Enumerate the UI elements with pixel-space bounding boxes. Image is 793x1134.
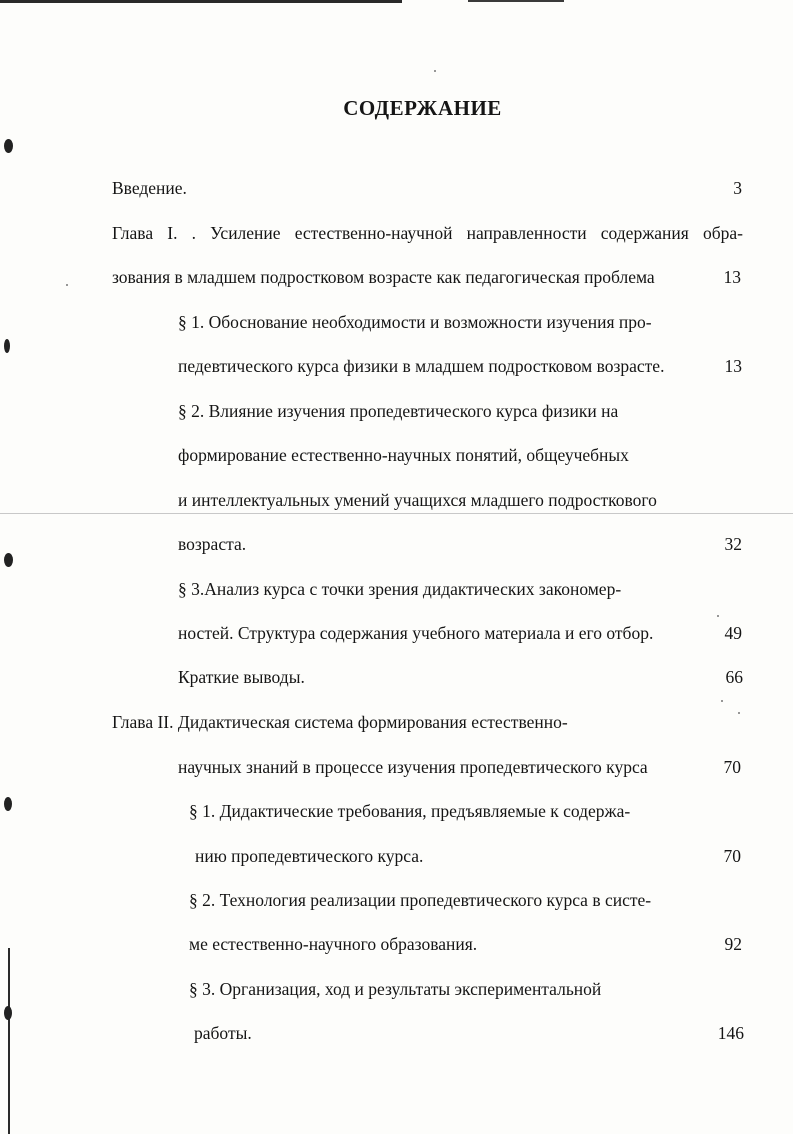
punch-hole [4, 797, 12, 811]
speck [434, 70, 436, 72]
speck [66, 284, 68, 286]
page-number: 66 [725, 667, 743, 687]
fold-line [0, 513, 793, 514]
page-number: 92 [724, 934, 742, 954]
section-1-2: § 2. Влияние изучения пропедевтического курса физики на [178, 401, 619, 421]
page-title: СОДЕРЖАНИЕ [343, 96, 502, 120]
speck [721, 700, 723, 702]
section-2-2-cont: ме естественно-научного образования. [189, 934, 478, 954]
section-1-1: § 1. Обоснование необходимости и возможности изучения про- [178, 312, 652, 332]
speck [738, 712, 740, 714]
section-1-1-cont: педевтического курса физики в младшем подростковом возрасте. [178, 356, 665, 376]
section-1-2-cont: формирование естественно-научных понятий, общеучебных [178, 445, 629, 465]
page-number: 3 [733, 178, 742, 198]
page-number: 49 [724, 623, 742, 643]
punch-hole [4, 339, 10, 353]
section-2-3: § 3. Организация, ход и результаты экспериментальной [189, 979, 602, 999]
scan-margin-line [8, 948, 10, 1134]
page-number: 146 [717, 1023, 744, 1043]
scan-edge-line [0, 0, 402, 3]
section-2-1: § 1. Дидактические требования, предъявляемые к содержа- [189, 801, 631, 821]
punch-hole [4, 553, 13, 567]
section-2-1-cont: нию пропедевтического курса. [195, 846, 424, 866]
speck [717, 615, 719, 617]
scan-edge-line [468, 0, 564, 2]
page-number: 70 [723, 846, 741, 866]
toc-entry-summary: Краткие выводы. [178, 667, 305, 687]
page-number: 70 [723, 757, 741, 777]
section-2-3-cont: работы. [194, 1023, 252, 1043]
toc-entry-intro: Введение. [112, 178, 187, 198]
page-number: 13 [724, 356, 742, 376]
punch-hole [4, 1006, 12, 1020]
section-1-2-cont: и интеллектуальных умений учащихся младшего подросткового [178, 490, 657, 510]
page-number: 32 [724, 534, 742, 554]
chapter-1-title-cont: зования в младшем подростковом возрасте как педагогическая проблема [112, 267, 655, 287]
section-1-3-cont: ностей. Структура содержания учебного материала и его отбор. [178, 623, 654, 643]
section-1-2-cont: возраста. [178, 534, 247, 554]
section-2-2: § 2. Технология реализации пропедевтического курса в систе- [189, 890, 652, 910]
page-number: 13 [723, 267, 741, 287]
section-1-3: § 3.Анализ курса с точки зрения дидактических закономер- [178, 579, 622, 599]
chapter-2-title-cont: научных знаний в процессе изучения пропедевтического курса [178, 757, 648, 777]
chapter-1-title: Глава I. . Усиление естественно-научной направленности содержания обра- [112, 223, 743, 243]
punch-hole [4, 139, 13, 153]
chapter-2-title: Глава II. Дидактическая система формирования естественно- [112, 712, 568, 732]
